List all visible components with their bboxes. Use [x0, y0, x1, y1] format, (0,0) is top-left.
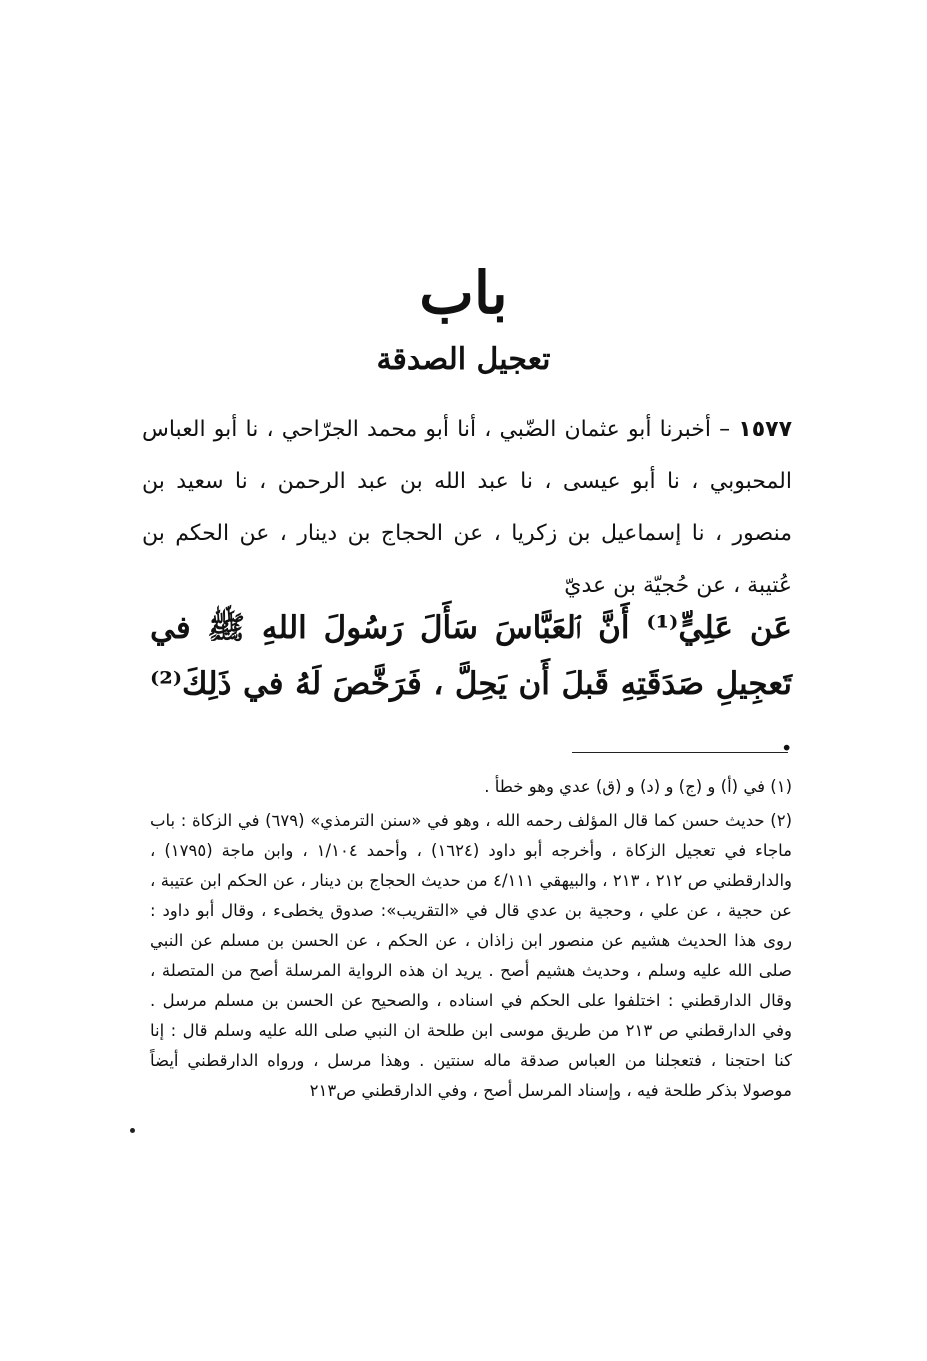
chapter-title: باب: [419, 259, 508, 327]
hadith-isnad-block: [142, 404, 792, 612]
margin-dot: [130, 1128, 135, 1133]
hadith-number: ١٥٧٧: [738, 417, 792, 442]
hadith-matn: عَن عَلِيٍّ⁽¹⁾ أَنَّ ٱلعَبَّاسَ سَأَلَ رَسُولَ اللهِ ﷺ في تَعجِيلِ صَدَقَتِهِ قَبلَ أَن يَحِلَّ ، فَرَخَّصَ لَهُ في ذَلِكَ⁽²⁾ .: [150, 610, 792, 758]
footnote-2: (٢) حديث حسن كما قال المؤلف رحمه الله ، وهو في «سنن الترمذي» (٦٧٩) في الزكاة : باب ماجاء في تعجيل الزكاة ، وأخرجه أبو داود (١٦٢٤) ، وأحمد ١/١٠٤ ، وابن ماجة (١٧٩٥) ، والدارقطني ص ٢١٢ ، ٢١٣ ، والبيهقي ٤/١١١ من حديث الحجاج بن دينار ، عن الحكم ابن عتيبة ، عن حجية ، عن علي ، وحجية بن عدي قال في «التقريب»: صدوق يخطىء ، وقال أبو داود : روى هذا الحديث هشيم عن منصور ابن زاذان ، عن الحكم ، عن الحسن بن مسلم عن النبي صلى الله عليه وسلم ، وحديث هشيم أصح . يريد ان هذه الرواية المرسلة أصح من المتصلة ، وقال الدارقطني : اختلفوا على الحكم في اسناده ، والصحيح عن الحسن بن مسلم مرسل . وفي الدارقطني ص ٢١٣ من طريق موسى ابن طلحة ان النبي صلى الله عليه وسلم قال : إنا كنا احتجنا ، فتعجلنا من العباس صدقة ماله سنتين . وهذا مرسل ، ورواه الدارقطني أيضاً موصولا بذكر طلحة فيه ، وإسناد المرسل أصح ، وفي الدارقطني ص٢١٣: [150, 811, 793, 1100]
footnotes: [150, 772, 792, 1110]
hadith-isnad-text: – أخبرنا أبو عثمان الضّبي ، أنا أبو محمد الجرّاحي ، نا أبو العباس المحبوبي ، نا أبو عيسى ، نا عبد الله بن عبد الرحمن ، نا سعيد بن منصور ، نا إسماعيل بن زكريا ، عن الحجاج بن دينار ، عن الحكم بن عُتيبة ، عن حُجيّة بن عديّ: [142, 417, 792, 598]
footnote-divider: [572, 752, 788, 753]
chapter-subtitle: تعجيل الصدقة: [376, 342, 551, 377]
footnote-1: (١) في (أ) و (ج) و (د) و (ق) عدي وهو خطأ .: [484, 777, 792, 796]
